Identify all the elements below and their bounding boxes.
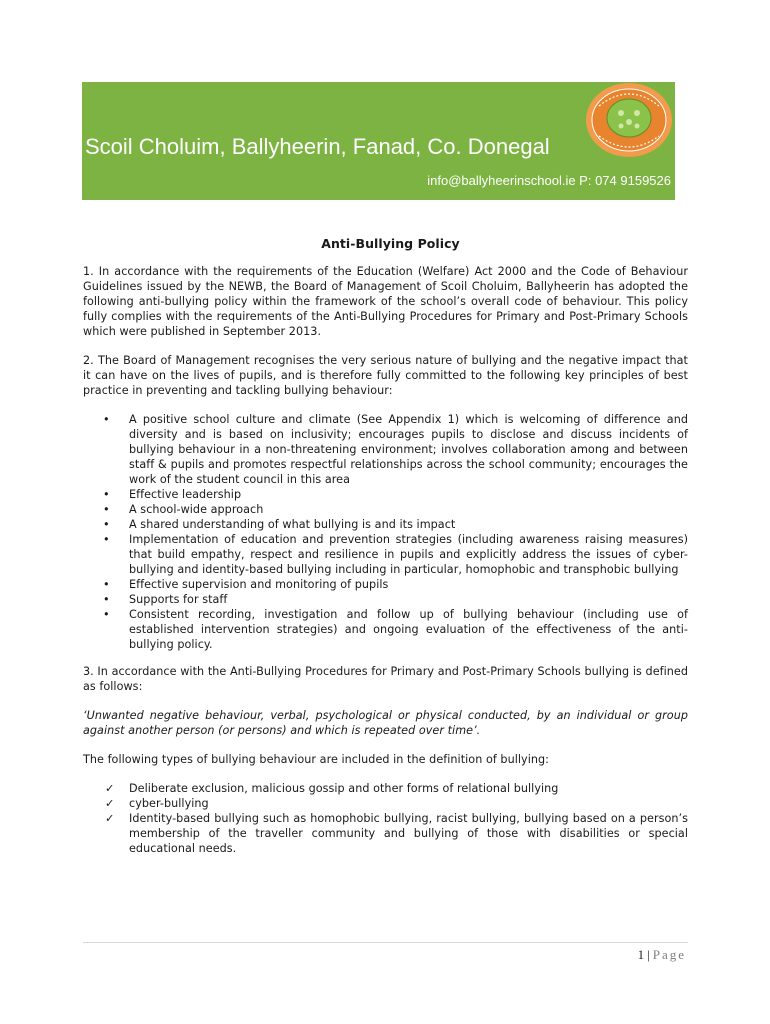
paragraph-3: 3. In accordance with the Anti-Bullying Procedures for Primary and Post-Primary Schools bullying is defined as follows: [83, 665, 688, 693]
page-number: 1 [637, 947, 645, 962]
list-item-text: cyber-bullying [129, 797, 209, 810]
bullying-types-list [83, 781, 688, 856]
school-name: Scoil Choluim, Ballyheerin, Fanad, Co. Donegal [85, 134, 550, 159]
list-item: • A positive school culture and climate (See Appendix 1) which is welcoming of difference and diversity and is based on inclusivity; encourages pupils to disclose and discuss incidents of bullying behaviour in a non-threatening environment; involves collaboration among and between staff & pupils and promotes respectful relationships across the school community; encourages the work of the student council in this area [83, 412, 688, 487]
list-item: • Implementation of education and prevention strategies (including awareness raising measures) that build empathy, respect and resilience in pupils and explicitly address the issues of cyber-bullying and identity-based bullying including in particular, homophobic and transphobic bullying [83, 532, 688, 577]
list-item [83, 796, 688, 811]
list-item [83, 781, 688, 796]
paragraph-1: 1. In accordance with the requirements of the Education (Welfare) Act 2000 and the Code of Behaviour Guidelines issued by the NEWB, the Board of Management of Scoil Choluim, Ballyheerin has adopted the following anti-bullying policy within the framework of the school’s overall code of behaviour. This policy fully complies with the requirements of the Anti-Bullying Procedures for Primary and Post-Primary Schools which were published in September 2013. [83, 265, 688, 338]
document-body [83, 236, 688, 856]
list-item: • A school-wide approach [83, 502, 688, 517]
principles-list [83, 412, 688, 652]
list-item: • A shared understanding of what bullying is and its impact [83, 517, 688, 532]
letterhead-banner [82, 82, 675, 200]
page-label: Page [652, 947, 686, 962]
types-intro: The following types of bullying behaviour are included in the definition of bullying: [83, 753, 549, 766]
list-item: • Effective leadership [83, 487, 688, 502]
page-separator: | [647, 947, 650, 962]
check-mark-icon: ✓ [105, 812, 115, 825]
check-mark-icon: ✓ [105, 782, 115, 795]
contact-info: info@ballyheerinschool.ie P: 074 9159526 [427, 173, 671, 188]
list-item: • Supports for staff [83, 592, 688, 607]
document-title: Anti-Bullying Policy [321, 236, 460, 251]
list-item [83, 811, 688, 856]
list-item: • Consistent recording, investigation and follow up of bullying behaviour (including use of established intervention strategies) and ongoing evaluation of the effectiveness of the anti-bullying policy. [83, 607, 688, 652]
definition-quote: ‘Unwanted negative behaviour, verbal, psychological or physical conducted, by an individual or group against another person (or persons) and which is repeated over time’. [83, 709, 688, 737]
list-item: • Effective supervision and monitoring of pupils [83, 577, 688, 592]
check-mark-icon: ✓ [105, 797, 115, 810]
footer-divider [83, 942, 688, 943]
list-item-text: Deliberate exclusion, malicious gossip and other forms of relational bullying [129, 782, 559, 795]
school-crest-logo [585, 82, 673, 158]
paragraph-2: 2. The Board of Management recognises the very serious nature of bullying and the negative impact that it can have on the lives of pupils, and is therefore fully committed to the following key principles of best practice in preventing and tackling bullying behaviour: [83, 354, 688, 397]
page-footer [638, 947, 686, 963]
list-item-text: Identity-based bullying such as homophobic bullying, racist bullying, bullying based on a person’s membership of the traveller community and bullying of those with disabilities or special educational needs. [129, 812, 688, 855]
